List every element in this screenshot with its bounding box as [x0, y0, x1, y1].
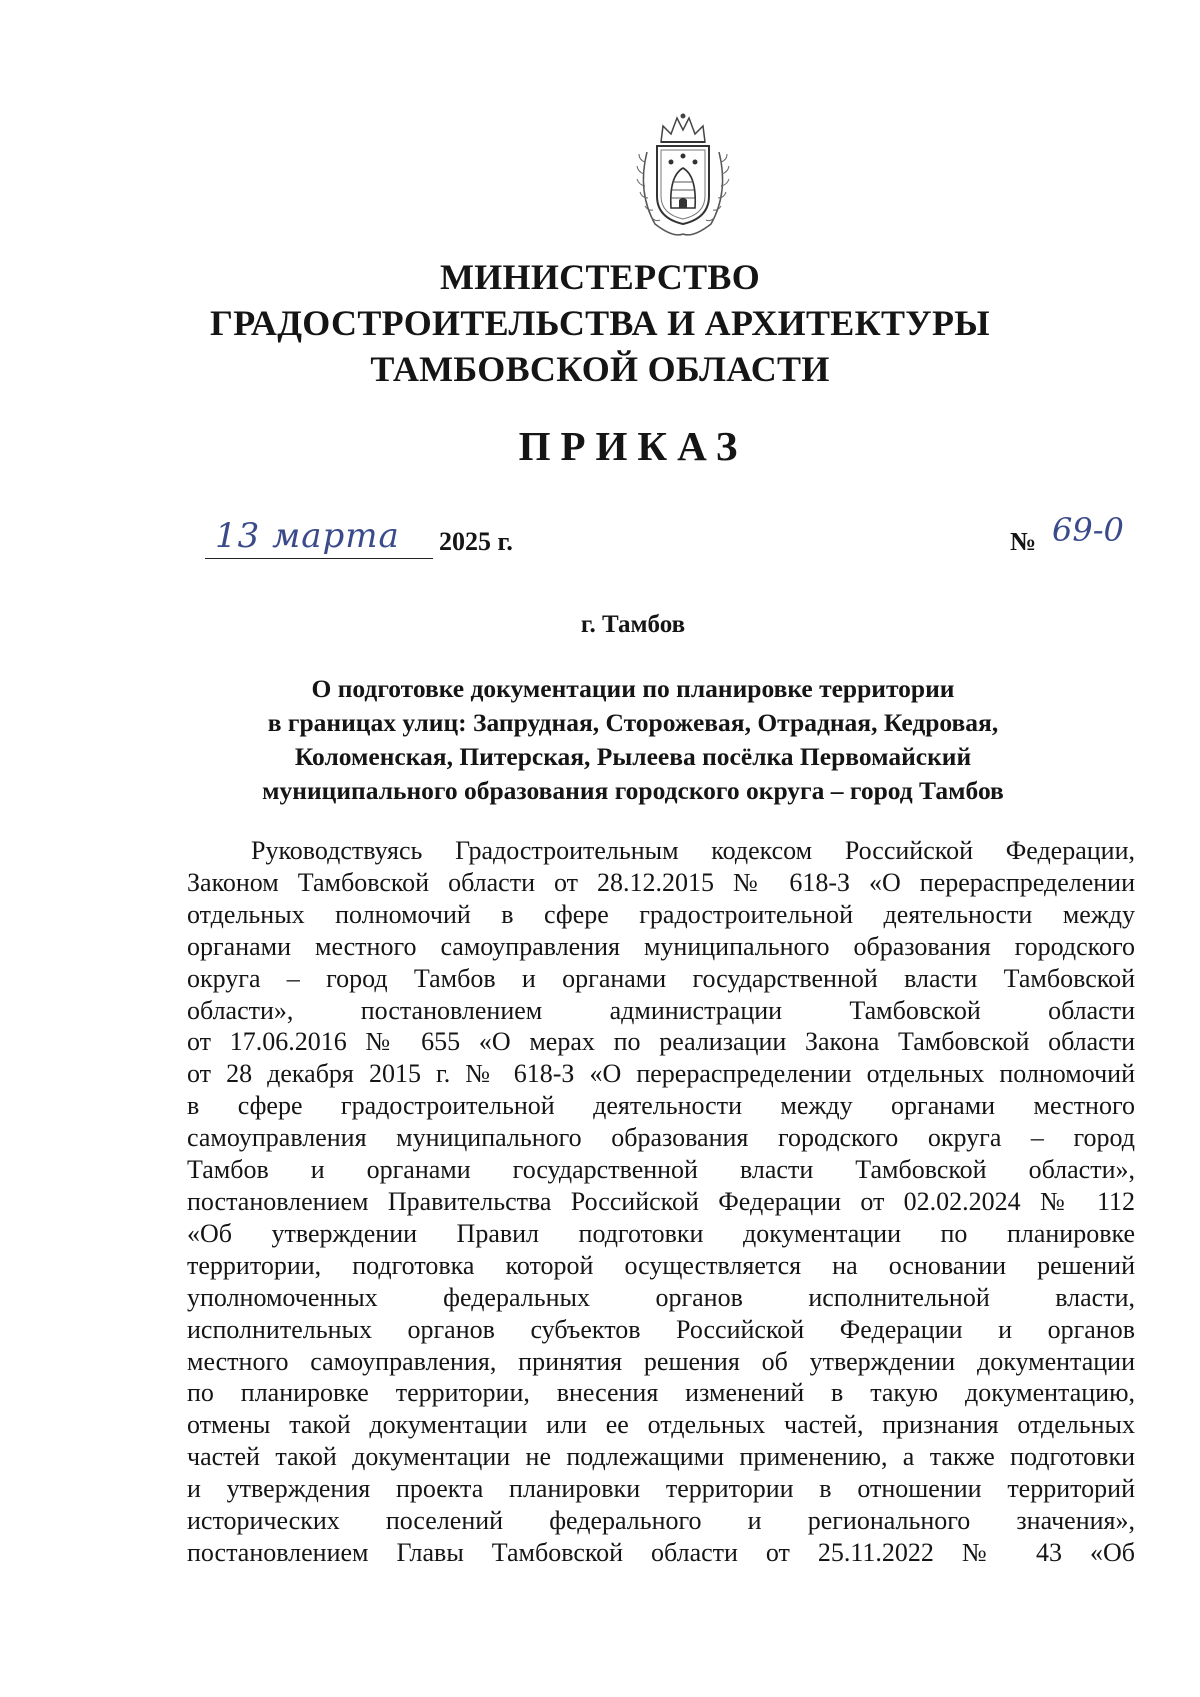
- body-line: исполнительных органов субъектов Российской Федерации и органов: [187, 1314, 1135, 1344]
- body-line: округа – город Тамбов и органами государственной власти Тамбовской: [187, 963, 1135, 993]
- tambov-coat-of-arms-icon: [633, 112, 733, 240]
- body-line: отмены такой документации или ее отдельных частей, признания отдельных: [187, 1410, 1135, 1440]
- subject-line: Коломенская, Питерская, Рылеева посёлка Первомайский: [294, 742, 972, 771]
- body-line: постановлением Главы Тамбовской области от 25.11.2022 № 43 «Об: [187, 1537, 1135, 1567]
- body-line: территории, подготовка которой осуществляется на основании решений: [187, 1250, 1135, 1280]
- ministry-line: ТАМБОВСКОЙ ОБЛАСТИ: [370, 349, 830, 389]
- ministry-name: [0, 254, 1200, 392]
- body-line: в сфере градостроительной деятельности между органами местного: [187, 1091, 1135, 1121]
- body-line: исторических поселений федерального и регионального значения»,: [187, 1506, 1135, 1536]
- subject-line: О подготовке документации по планировке территории: [311, 674, 955, 703]
- body-line: местного самоуправления, принятия решения об утверждении документации: [187, 1346, 1135, 1376]
- handwritten-date: 13 марта: [215, 516, 400, 556]
- body-line: уполномоченных федеральных органов исполнительной власти,: [187, 1282, 1135, 1312]
- body-line: от 28 декабря 2015 г. № 618-З «О перераспределении отдельных полномочий: [187, 1059, 1135, 1089]
- handwritten-order-number: 69-0: [1052, 511, 1124, 549]
- ministry-line: МИНИСТЕРСТВО: [439, 257, 761, 297]
- body-line: самоуправления муниципального образования городского округа – город: [187, 1123, 1135, 1153]
- body-line: отдельных полномочий в сфере градостроительной деятельности между: [187, 899, 1135, 929]
- body-line: и утверждения проекта планировки территории в отношении территорий: [187, 1474, 1135, 1504]
- body-line: Тамбов и органами государственной власти Тамбовской области»,: [187, 1155, 1135, 1185]
- ministry-line: ГРАДОСТРОИТЕЛЬСТВА И АРХИТЕКТУРЫ: [210, 303, 990, 343]
- body-line: по планировке территории, внесения изменений в такую документацию,: [187, 1378, 1135, 1408]
- body-line: области», постановлением администрации Тамбовской области: [187, 995, 1135, 1025]
- body-line: Руководствуясь Градостроительным кодексом Российской Федерации,: [251, 836, 1135, 865]
- order-subject: [0, 672, 1200, 808]
- order-date: [205, 516, 525, 566]
- city-name: г. Тамбов: [580, 611, 686, 638]
- subject-line: муниципального образования городского округа – город Тамбов: [262, 776, 1004, 805]
- date-year: 2025 г.: [439, 527, 513, 556]
- subject-line: в границах улиц: Запрудная, Сторожевая, Отрадная, Кедровая,: [267, 708, 999, 737]
- document-type-title: ПРИКАЗ: [518, 423, 748, 469]
- body-line: от 17.06.2016 № 655 «О мерах по реализации Закона Тамбовской области: [187, 1027, 1135, 1057]
- date-underline: [205, 558, 433, 559]
- body-line: Законом Тамбовской области от 28.12.2015 № 618-З «О перераспределении: [187, 867, 1135, 897]
- body-line: частей такой документации не подлежащими применению, а также подготовки: [187, 1442, 1135, 1472]
- body-line: «Об утверждении Правил подготовки документации по планировке: [187, 1218, 1135, 1248]
- order-number-label: №: [1010, 527, 1037, 556]
- body-line: органами местного самоуправления муниципального образования городского: [187, 931, 1135, 961]
- order-body: [187, 835, 1135, 1569]
- body-line: постановлением Правительства Российской Федерации от 02.02.2024 № 112: [187, 1186, 1135, 1216]
